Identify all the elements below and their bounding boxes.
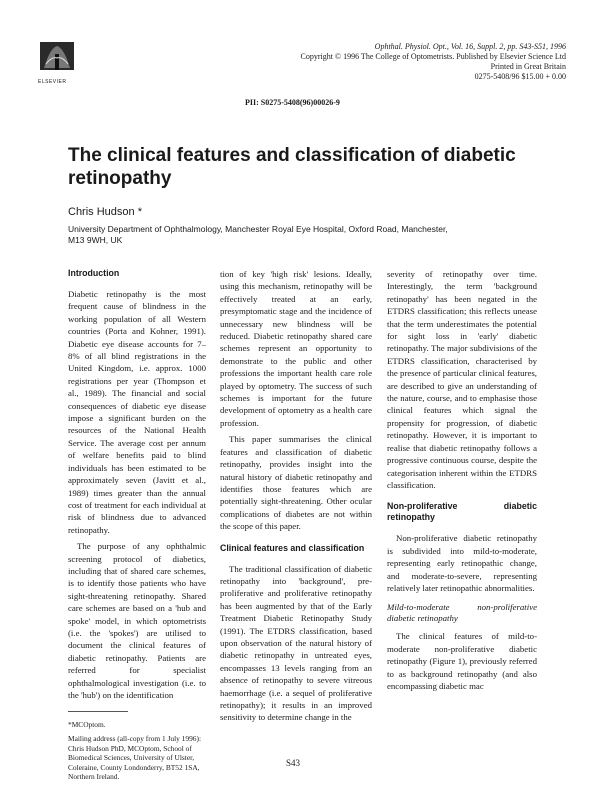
column-1 bbox=[68, 268, 206, 786]
author-name: Chris Hudson * bbox=[68, 206, 142, 218]
subsection-heading-mild-to-moderate: Mild-to-moderate non-proliferative diabetic retinopathy bbox=[387, 602, 537, 624]
paragraph: This paper summarises the clinical features and classification of diabetic retinopathy, provides insight into the natural history of diabetic retinopathy and identifies those features which are potentially sight-threatening. Other ocular complications of diabetes are not within the scope of this paper. bbox=[220, 434, 372, 532]
paragraph: Diabetic retinopathy is the most frequent cause of blindness in the working population of all Western countries (Porta and Kohner, 1991). Diabetic eye disease accounts for 7–8% of all blind registrations in the United Kingdom, i.e. approx. 1000 registrations per year (Thompson et al., 1989). The financial and social consequences of diabetic eye disease impose a significant burden on the resources of the National Health Service. The average cost per annum of welfare benefits paid to blind individuals has been estimated to be approximately seven (Javitt et al., 1989) times greater than the annual cost of treatment for each individual at risk of blindness due to advanced retinopathy. bbox=[68, 289, 206, 535]
pii-code: PII: S0275-5408(96)00026-9 bbox=[245, 98, 340, 107]
printed-in: Printed in Great Britain bbox=[490, 62, 566, 71]
logo-wordmark: ELSEVIER bbox=[38, 79, 67, 85]
footnote-divider bbox=[68, 711, 128, 712]
footnote-address: Mailing address (all-copy from 1 July 1996): Chris Hudson PhD, MCOptom, School of Biomedical Sciences, University of Ulster, Coleraine, County Londonderry, BT52 1SA, Northern Ireland. bbox=[68, 734, 202, 782]
page-number: S43 bbox=[286, 758, 301, 768]
paragraph: severity of retinopathy over time. Interestingly, the term 'background retinopathy' has been negated in the ETDRS classification; this reflects unease that the term underestimates the potential for sight loss in 'early' diabetic retinopathy. The major subdivisions of the ETDRS classification, characterised by the presence of particular clinical features, are described to give an understanding of the nature, course, and to emphasise those clinical features which signal the propensity for progression, of diabetic retinopathy. However, it is important to realise that diabetic retinopathy follows a progressive continuous course, despite the categorisation inherent within the ETDRS classification. bbox=[387, 269, 537, 490]
elsevier-tree-icon bbox=[38, 40, 78, 80]
section-heading-introduction: Introduction bbox=[68, 268, 120, 278]
journal-info bbox=[230, 42, 566, 82]
article-title: The clinical features and classification of diabetic retinopathy bbox=[68, 145, 516, 189]
journal-citation: Ophthal. Physiol. Opt., Vol. 16, Suppl. 2, pp. S43-S51, 1996 bbox=[374, 42, 566, 51]
section-heading-non-proliferative: Non-proliferative diabetic retinopathy bbox=[387, 501, 537, 523]
section-heading-clinical-features: Clinical features and classification bbox=[220, 542, 365, 553]
paragraph: The traditional classification of diabetic retinopathy into 'background', pre-proliferative and proliferative retinopathy has been augmented by that of the Early Treatment Diabetic Retinopathy Study (1991). The ETDRS classification, based upon observation of the natural history of diabetic retinopathy in untreated eyes, encompasses 13 levels ranging from an absence of retinopathy to severe vitreous haemorrhage (i.e. a sequel of proliferative retinopathy); it results in an improved sensitivity to determine change in the bbox=[220, 563, 372, 723]
column-3 bbox=[387, 268, 537, 696]
issn-price: 0275-5408/96 $15.00 + 0.00 bbox=[474, 72, 566, 81]
footnote-marker: *MCOptom. bbox=[68, 720, 106, 730]
elsevier-logo bbox=[38, 40, 78, 85]
paragraph: tion of key 'high risk' lesions. Ideally, using this mechanism, retinopathy will be effectively treated at an early, presymptomatic stage and the incidence of unnecessary new blindness will be reduced. Diabetic retinopathy shared care schemes represent an opportunity to demonstrate to the public and other professions the important health care role played by optometry. The success of such schemes is important for the future development of optometry as a health care profession. bbox=[220, 269, 372, 428]
column-2 bbox=[220, 268, 372, 728]
copyright-line: Copyright © 1996 The College of Optometrists. Published by Elsevier Science Ltd bbox=[300, 52, 566, 61]
paragraph: Non-proliferative diabetic retinopathy is subdivided into mild-to-moderate, representing early retinopathic change, and moderate-to-severe, representing relatively later retinopathic abnormalities. bbox=[387, 533, 537, 593]
author-affiliation: University Department of Ophthalmology, Manchester Royal Eye Hospital, Oxford Road, Manchester, M13 9WH, UK bbox=[68, 224, 448, 245]
paragraph: The purpose of any ophthalmic screening protocol of diabetics, including that of shared care schemes, is to identify those patients who have sight-threatening retinopathy. Shared care schemes are based on a 'hub and spoke' model, in which optometrists (i.e. the 'spokes') are utilised to document the clinical features of diabetic retinopathy. Patients are referred for specialist ophthalmological investigation (i.e. to the 'hub') on the identification bbox=[68, 541, 206, 700]
paragraph: The clinical features of mild-to-moderate non-proliferative diabetic retinopathy (Figure 1), previously referred to as background retinopathy (and also encompassing diabetic mac bbox=[387, 631, 537, 691]
